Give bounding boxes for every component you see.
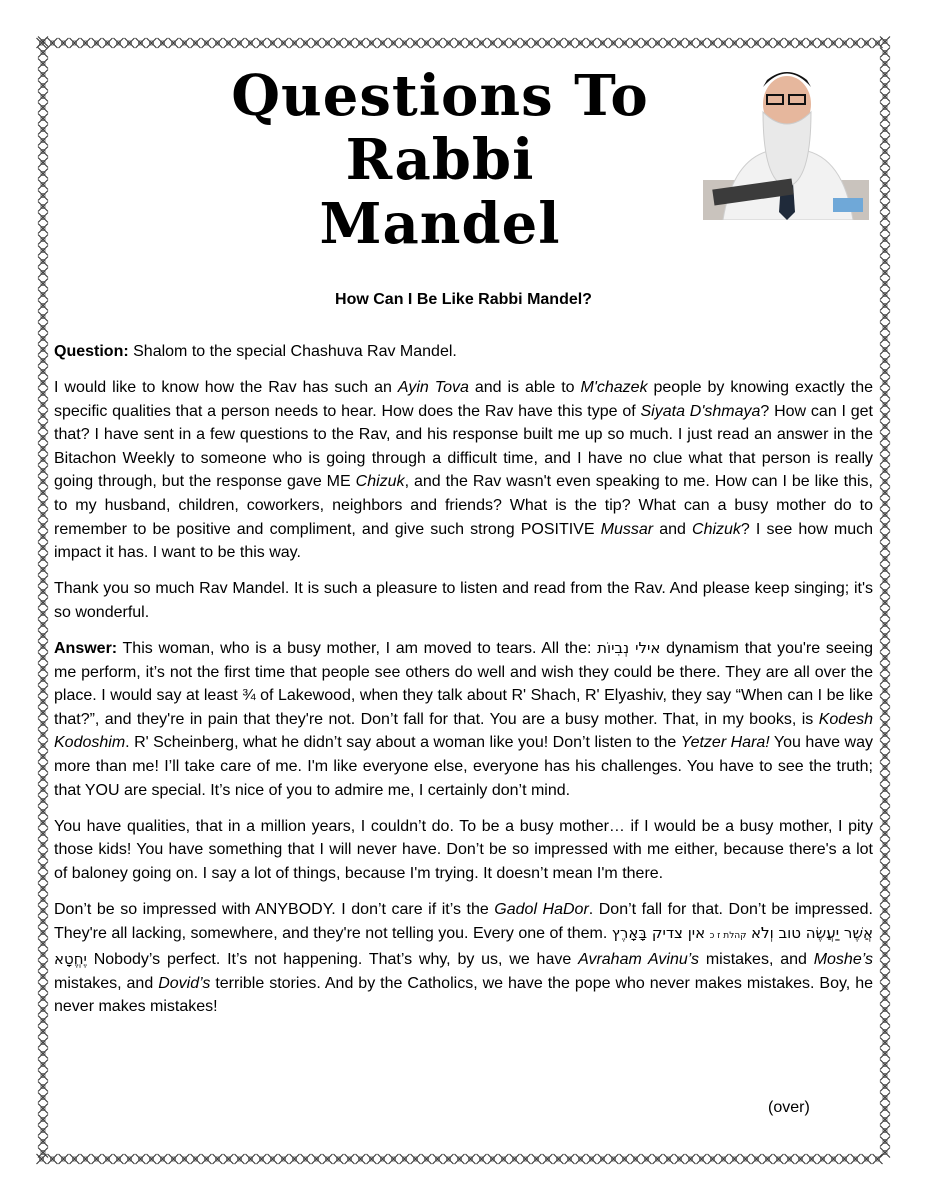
answer-paragraph-3: Don’t be so impressed with ANYBODY. I don’t care if it’s the Gadol HaDor. Don’t fall for that. Don’t be impressed. They're all lacking, somewhere, and they're not telling you. Every one of them. אין צדיק בָּאָרֶץ קהלת ז כ אֲשֶׁר יַעֲשֶׂה טוב וְלֹא יֶחֱטָא Nobody’s perfect. It’s not happening. That’s why, by us, we have Avraham Avinu’s mistakes, and Moshe’s mistakes, and Dovid’s terrible stories. And by the Catholics, we have the pope who never makes mistakes. Boy, he never makes mistakes! [54,900,873,1016]
hebrew-verse-1: אין צדיק בָּאָרֶץ [611,923,706,942]
hebrew-verse-2: אֲשֶׁר יַעֲשֶׂה טוב וְלֹא יֶחֱטָא [54,923,873,969]
answer-label: Answer: [54,640,118,658]
title-line-3: Mandel [319,191,561,257]
title-line-1: Questions To [231,63,649,129]
question-thanks: Thank you so much Rav Mandel. It is such a pleasure to listen and read from the Rav. And please keep singing; it's so wonderful. [54,580,873,621]
hebrew-phrase: אילי נְבִיוֹת [597,639,661,658]
hebrew-source: קהלת ז כ [709,930,747,941]
border-right [878,36,892,1166]
page-title [150,64,730,256]
rabbi-portrait-icon [703,62,869,220]
answer-paragraph-2: You have qualities, that in a million years, I couldn’t do. To be a busy mother… if I would be a busy mother, I pity those kids! You have something that I will never have. Don’t be so impressed with me either, because there's a lot of baloney going on. I say a lot of things, because I'm trying. It doesn’t mean I'm there. [54,817,873,882]
answer-paragraph-1: Answer: This woman, who is a busy mother, I am moved to tears. All the: אילי נְבִיוֹת dynamism that you're seeing me perform, it’s not the first time that people see others do well and wish they could be there. They are all over the place. I would say at least ¾ of Lakewood, when they talk about R' Shach, R' Elyashiv, they say “When can I be like that?”, and they're in pain that they're not. Don’t fall for that. You are a busy mother. That, in my books, is Kodesh Kodoshim. R' Scheinberg, what he didn’t say about a woman like you! Don’t listen to the Yetzer Hara! You have way more than me! I’ll take care of me. I'm like everyone else, everyone has his challenges. You have to see the truth; that YOU are special. It’s nice of you to admire me, I certainly don’t mind. [54,639,873,799]
article-subtitle: How Can I Be Like Rabbi Mandel? [335,291,592,308]
border-bottom [36,1152,892,1166]
article-body [54,340,873,1031]
question-label: Question: [54,343,129,360]
question-paragraph: I would like to know how the Rav has such an Ayin Tova and is able to M'chazek people by knowing exactly the specific qualities that a person needs to hear. How does the Rav have this type of Siyata D'shmaya? How can I get that? I have sent in a few questions to the Rav, and his response built me up so much. I just read an answer in the Bitachon Weekly to someone who is going through a difficult time, and I have no clue what that person is really going through, but the response gave ME Chizuk, and the Rav wasn't even speaking to me. How can I be like this, to my husband, children, coworkers, neighbors and friends? What is the tip? What can a busy mother do to remember to be positive and compliment, and give such strong POSITIVE Mussar and Chizuk? I see how much impact it has. I want to be this way. [54,379,874,562]
title-line-2: Rabbi [345,127,535,193]
question-greeting: Question: Shalom to the special Chashuva Rav Mandel. [54,343,457,360]
over-indicator: (over) [768,1099,810,1116]
border-left [36,36,50,1166]
border-top [36,36,892,50]
